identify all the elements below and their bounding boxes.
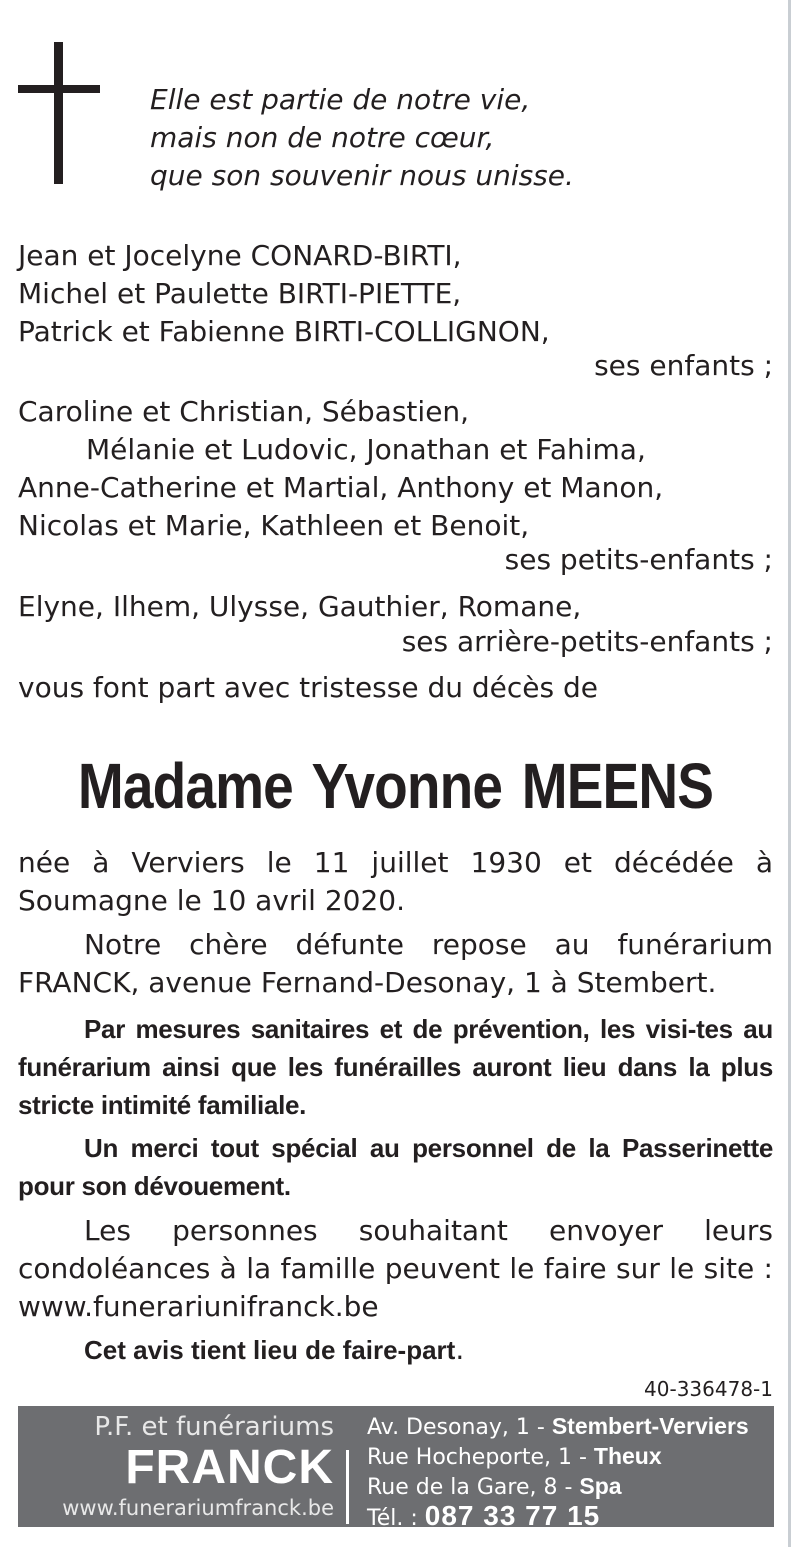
thanks-text: Un merci tout spécial au personnel de la Passerinette pour son dévouement. bbox=[18, 1133, 773, 1201]
address-row bbox=[367, 1442, 749, 1472]
grandchildren-line: Nicolas et Marie, Kathleen et Benoit, bbox=[18, 509, 530, 542]
grandchildren-line: Caroline et Christian, Sébastien, bbox=[18, 395, 470, 428]
epitaph bbox=[150, 81, 574, 195]
announcement-line: vous font part avec tristesse du décès de bbox=[18, 671, 599, 704]
address-city: Stembert-Verviers bbox=[551, 1413, 749, 1439]
rest-paragraph bbox=[18, 926, 773, 1002]
thanks-paragraph bbox=[18, 1129, 773, 1205]
address-city: Spa bbox=[579, 1473, 622, 1499]
rest-text: Notre chère défunte repose au funérarium FRANCK, avenue Fernand-Desonay, 1 à Stembert. bbox=[18, 928, 773, 999]
condolences-text: Les personnes souhaitant envoyer leurs condoléances à la famille peuvent le faire sur le site : www.funerariunifranck.be bbox=[18, 1214, 773, 1323]
phone-row bbox=[367, 1502, 749, 1533]
grandchildren-line: Anne-Catherine et Martial, Anthony et Manon, bbox=[18, 471, 664, 504]
address-street: Av. Desonay, 1 - bbox=[367, 1415, 552, 1440]
children-label: ses enfants ; bbox=[594, 349, 773, 382]
address-row bbox=[367, 1472, 749, 1502]
epitaph-line: mais non de notre cœur, bbox=[150, 121, 495, 154]
condolences-paragraph bbox=[18, 1212, 773, 1326]
banner-divider bbox=[346, 1450, 349, 1524]
great-grandchildren-line: Elyne, Ilhem, Ulysse, Gauthier, Romane, bbox=[18, 590, 582, 623]
measures-paragraph bbox=[18, 1010, 773, 1124]
address-street: Rue Hocheporte, 1 - bbox=[367, 1445, 594, 1470]
measures-text: Par mesures sanitaires et de prévention, les visi-tes au funérarium ainsi que les funérailles auront lieu dans la plus stricte intimité familiale. bbox=[18, 1014, 773, 1120]
birth-paragraph: née à Verviers le 11 juillet 1930 et décédée à Soumagne le 10 avril 2020. bbox=[18, 846, 773, 917]
cross-horizontal bbox=[18, 85, 100, 93]
grandchildren-label: ses petits-enfants ; bbox=[504, 543, 773, 576]
notice-period: . bbox=[455, 1333, 465, 1366]
notice-paragraph bbox=[18, 1331, 773, 1369]
phone-label: Tél. : bbox=[367, 1506, 425, 1531]
banner-tagline: P.F. et funérariums bbox=[94, 1412, 334, 1442]
epitaph-line: Elle est partie de notre vie, bbox=[150, 83, 531, 116]
phone-number: 087 33 77 15 bbox=[424, 1500, 601, 1531]
deceased-name: Madame Yvonne MEENS bbox=[77, 750, 714, 822]
banner-website: www.funerariumfranck.be bbox=[62, 1496, 334, 1520]
funeral-home-banner bbox=[18, 1406, 774, 1531]
epitaph-line: que son souvenir nous unisse. bbox=[150, 159, 574, 192]
banner-brand-name: FRANCK bbox=[125, 1441, 334, 1494]
notice-text: Cet avis tient lieu de faire-part bbox=[84, 1335, 456, 1365]
cross-vertical bbox=[54, 42, 63, 184]
banner-addresses bbox=[367, 1412, 749, 1533]
address-city: Theux bbox=[593, 1443, 662, 1469]
family-children-line: Michel et Paulette BIRTI-PIETTE, bbox=[18, 277, 462, 310]
grandchildren-line: Mélanie et Ludovic, Jonathan et Fahima, bbox=[86, 433, 646, 466]
address-street: Rue de la Gare, 8 - bbox=[367, 1475, 580, 1500]
family-children-line: Jean et Jocelyne CONARD-BIRTI, bbox=[18, 239, 462, 272]
great-grandchildren-label: ses arrière-petits-enfants ; bbox=[401, 625, 773, 658]
family-children-line: Patrick et Fabienne BIRTI-COLLIGNON, bbox=[18, 315, 550, 348]
address-row bbox=[367, 1412, 749, 1442]
reference-number: 40-336478-1 bbox=[644, 1377, 773, 1401]
